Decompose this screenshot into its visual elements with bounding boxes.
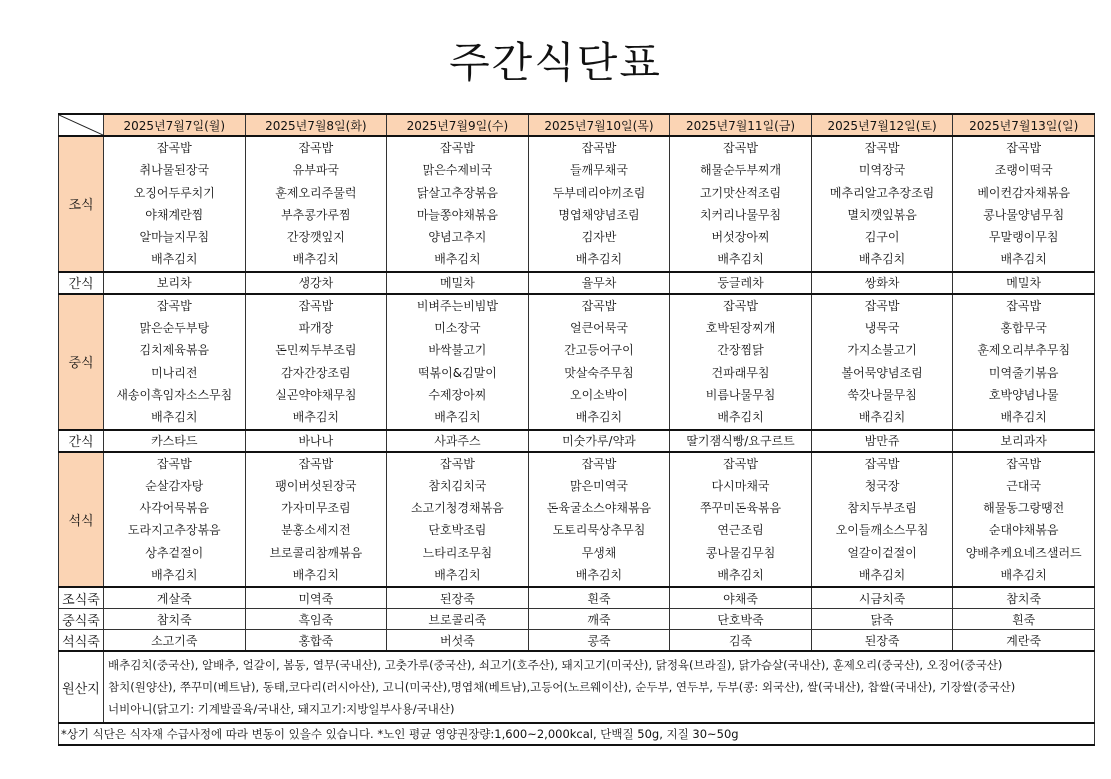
menu-item: 바싹불고기 <box>428 343 487 358</box>
menu-item: 잡곡밥 <box>1006 456 1042 471</box>
menu-item: 볼어묵양념조림 <box>841 365 923 380</box>
menu-item: 베이컨감자채볶음 <box>977 185 1071 200</box>
menu-item: 참치두부조림 <box>847 501 917 516</box>
page-title: 주간식단표 <box>449 38 662 87</box>
porridge-dinner-item: 된장죽 <box>811 630 953 652</box>
menu-item: 맛살숙주무침 <box>564 365 634 380</box>
dinner-cell <box>245 452 387 588</box>
menu-item: 잡곡밥 <box>156 298 192 313</box>
menu-item: 잡곡밥 <box>1006 141 1042 155</box>
porridge-lunch-item: 참치죽 <box>104 609 246 630</box>
menu-item: 양배추케요네즈샐러드 <box>965 545 1082 560</box>
snack2-item: 미숫가루/약과 <box>528 430 670 452</box>
snack1-item: 쌍화차 <box>811 272 953 294</box>
menu-item: 잡곡밥 <box>156 456 192 471</box>
menu-item: 배추김치 <box>575 568 623 583</box>
breakfast-cell <box>387 136 529 272</box>
porridge-dinner-row <box>59 630 1095 652</box>
snack2-item: 밤만쥬 <box>811 430 953 452</box>
menu-item: 콩나물김무침 <box>705 545 776 560</box>
menu-item: 명엽채양념조림 <box>558 207 640 222</box>
menu-item: 조랭이떡국 <box>994 163 1053 178</box>
menu-item: 상추겉절이 <box>145 545 204 560</box>
menu-item: 배추김치 <box>292 568 340 583</box>
menu-item: 치커리나물무침 <box>699 207 782 222</box>
menu-item: 배추김치 <box>858 568 906 583</box>
menu-item: 배추김치 <box>434 410 481 425</box>
menu-item: 잡곡밥 <box>156 141 192 155</box>
menu-item: 간장찜닭 <box>717 343 764 358</box>
menu-item: 맑은순두부탕 <box>139 321 210 336</box>
menu-item: 해물순두부찌개 <box>699 163 782 178</box>
porridge-lunch-row <box>59 609 1095 630</box>
menu-item: 호박양념나물 <box>988 387 1059 402</box>
menu-item: 고기맛산적조림 <box>699 185 782 200</box>
day-header-mon: 2025년7월7일(월) <box>104 114 246 136</box>
menu-item: 맑은수제비국 <box>422 163 493 178</box>
origin-text <box>104 651 1095 723</box>
breakfast-cell <box>245 136 387 272</box>
menu-item: 얼큰어묵국 <box>569 321 628 336</box>
menu-item: 다시마채국 <box>711 478 770 493</box>
menu-item: 연근조림 <box>717 523 764 538</box>
menu-item: 냉묵국 <box>864 321 900 336</box>
menu-item: 해물동그랑땡전 <box>983 501 1065 516</box>
menu-item: 오이들깨소스무침 <box>835 523 929 538</box>
dinner-row <box>59 452 1095 588</box>
menu-item: 맑은미역국 <box>569 478 628 493</box>
porridge-dinner-item: 콩죽 <box>528 630 670 652</box>
menu-item: 취나물된장국 <box>139 163 210 178</box>
origin-label: 원산지 <box>59 651 104 723</box>
porridge-lunch-item: 브로콜리죽 <box>387 609 529 630</box>
menu-item: 순살감자탕 <box>145 478 204 493</box>
menu-item: 얼갈이겉절이 <box>847 545 917 560</box>
porridge-lunch-item: 흰죽 <box>953 609 1095 630</box>
snack2-item: 바나나 <box>245 430 387 452</box>
dinner-cell <box>387 452 529 588</box>
menu-item: 가지소불고기 <box>847 343 917 358</box>
menu-item: 배추김치 <box>717 410 764 425</box>
menu-item: 건파래무침 <box>711 365 770 380</box>
snack1-item: 생강차 <box>245 272 387 294</box>
menu-item: 팽이버섯된장국 <box>275 478 357 493</box>
menu-item: 실곤약야채무침 <box>275 387 357 402</box>
origin-line: 배추김치(중국산), 알배추, 얼갈이, 봄동, 열무(국내산), 고춧가루(중국산), 쇠고기(호주산), 돼지고기(미국산), 닭정육(브라질), 닭가슴살(국내산), 훈제오리(중국산), 오징어(중국산) <box>108 658 1003 673</box>
menu-item: 잡곡밥 <box>581 298 617 313</box>
porridge-lunch-item: 닭죽 <box>811 609 953 630</box>
porridge-lunch-label: 중식죽 <box>59 609 104 630</box>
snack1-item: 둥글레차 <box>670 272 812 294</box>
snack1-item: 율무차 <box>528 272 670 294</box>
menu-item: 잡곡밥 <box>298 141 334 155</box>
menu-item: 훈제오리주물럭 <box>275 185 357 200</box>
menu-item: 배추김치 <box>151 410 198 425</box>
porridge-lunch-item: 깨죽 <box>528 609 670 630</box>
lunch-label: 중식 <box>59 294 104 430</box>
day-header-tue: 2025년7월8일(화) <box>245 114 387 136</box>
porridge-lunch-item: 단호박죽 <box>670 609 812 630</box>
porridge-breakfast-item: 참치죽 <box>953 587 1095 609</box>
breakfast-cell <box>953 136 1095 272</box>
menu-item: 야채계란찜 <box>145 207 204 222</box>
day-header-sat: 2025년7월12일(토) <box>811 114 953 136</box>
menu-item: 파개장 <box>298 321 334 336</box>
snack1-item: 메밀차 <box>387 272 529 294</box>
menu-item: 쭈꾸미돈육볶음 <box>699 501 782 516</box>
menu-item: 양념고추지 <box>428 230 487 245</box>
menu-item: 미역장국 <box>858 163 906 178</box>
lunch-cell <box>245 294 387 430</box>
dinner-cell <box>104 452 246 588</box>
menu-item: 참치김치국 <box>428 478 487 493</box>
menu-item: 들깨무채국 <box>569 163 628 178</box>
porridge-breakfast-item: 된장죽 <box>387 587 529 609</box>
menu-item: 잡곡밥 <box>440 456 475 471</box>
lunch-cell <box>387 294 529 430</box>
day-header-wed: 2025년7월9일(수) <box>387 114 529 136</box>
porridge-breakfast-label: 조식죽 <box>59 587 104 609</box>
menu-item: 도토리묵상추무침 <box>552 523 646 538</box>
porridge-dinner-label: 석식죽 <box>59 630 104 652</box>
menu-item: 잡곡밥 <box>723 456 758 471</box>
menu-item: 잡곡밥 <box>723 298 758 313</box>
dinner-cell <box>670 452 812 588</box>
menu-item: 두부데리야끼조림 <box>552 185 646 200</box>
porridge-breakfast-item: 게살죽 <box>104 587 246 609</box>
menu-item: 가자미무조림 <box>281 501 351 516</box>
porridge-breakfast-item: 시금치죽 <box>811 587 953 609</box>
menu-item: 브로콜리참깨볶음 <box>269 545 363 560</box>
menu-item: 알마늘지무침 <box>139 230 210 245</box>
menu-item: 닭살고추장볶음 <box>416 185 498 200</box>
breakfast-cell <box>104 136 246 272</box>
weekly-menu-table <box>58 113 1095 746</box>
porridge-lunch-item: 흑임죽 <box>245 609 387 630</box>
menu-item: 배추김치 <box>1000 410 1047 425</box>
menu-item: 메추리알고추장조림 <box>829 185 935 200</box>
porridge-breakfast-row <box>59 587 1095 609</box>
menu-item: 홍합무국 <box>1000 321 1047 336</box>
day-header-fri: 2025년7월11일(금) <box>670 114 812 136</box>
menu-item: 잡곡밥 <box>864 298 900 313</box>
lunch-cell <box>670 294 812 430</box>
snack1-label: 간식 <box>59 272 104 294</box>
menu-item: 마늘쫑야채볶음 <box>416 207 498 222</box>
date-header-row <box>59 114 1095 136</box>
menu-item: 쑥갓나물무침 <box>847 387 917 402</box>
menu-item: 배추김치 <box>575 252 623 267</box>
menu-item: 김자반 <box>581 230 617 245</box>
origin-line: 참치(원양산), 쭈꾸미(베트남), 동태,코다리(러시아산), 고니(미국산),명엽채(베트남),고등어(노르웨이산), 순두부, 연두부, 두부(콩: 외국산), 쌀(국내산), 찹쌀(국내산), 기장쌀(중국산) <box>108 680 1016 695</box>
lunch-row <box>59 294 1095 430</box>
menu-item: 배추김치 <box>434 252 481 267</box>
snack1-item: 메밀차 <box>953 272 1095 294</box>
origin-row <box>59 651 1095 723</box>
porridge-dinner-item: 계란죽 <box>953 630 1095 652</box>
snack1-row <box>59 272 1095 294</box>
dinner-label: 석식 <box>59 452 104 588</box>
menu-item: 분홍소세지전 <box>281 523 351 538</box>
menu-item: 오이소박이 <box>569 387 628 402</box>
menu-item: 멸치깻잎볶음 <box>847 207 917 222</box>
footnote: *상기 식단은 식자재 수급사정에 따라 변동이 있을수 있습니다. *노인 평균 영양권장량:1,600~2,000kcal, 단백질 50g, 지질 30~50g <box>59 723 1095 745</box>
menu-item: 잡곡밥 <box>298 456 334 471</box>
menu-item: 배추김치 <box>292 252 340 267</box>
menu-item: 청국장 <box>864 478 900 493</box>
menu-item: 부추콩가루찜 <box>281 207 351 222</box>
lunch-cell <box>104 294 246 430</box>
menu-item: 무말랭이무침 <box>988 230 1059 245</box>
menu-item: 간고등어구이 <box>564 343 634 358</box>
day-header-thu: 2025년7월10일(목) <box>528 114 670 136</box>
menu-item: 배추김치 <box>1000 252 1047 267</box>
porridge-dinner-item: 김죽 <box>670 630 812 652</box>
menu-item: 배추김치 <box>151 252 198 267</box>
menu-item: 배추김치 <box>717 252 764 267</box>
menu-item: 비름나물무침 <box>705 387 776 402</box>
menu-item: 새송이흑임자소스무침 <box>116 387 233 402</box>
snack2-item: 사과주스 <box>387 430 529 452</box>
note-row <box>59 723 1095 745</box>
menu-item: 잡곡밥 <box>723 141 758 155</box>
menu-item: 미나리전 <box>151 365 198 380</box>
lunch-cell <box>953 294 1095 430</box>
menu-item: 도라지고추장볶음 <box>127 523 221 538</box>
breakfast-cell <box>811 136 953 272</box>
porridge-dinner-item: 버섯죽 <box>387 630 529 652</box>
menu-item: 배추김치 <box>1000 568 1047 583</box>
menu-item: 미소장국 <box>434 321 481 336</box>
breakfast-cell <box>528 136 670 272</box>
menu-item: 사각어묵볶음 <box>139 501 210 516</box>
snack2-row <box>59 430 1095 452</box>
menu-item: 소고기청경채볶음 <box>411 501 504 516</box>
day-header-sun: 2025년7월13일(일) <box>953 114 1095 136</box>
lunch-cell <box>528 294 670 430</box>
breakfast-cell <box>670 136 812 272</box>
dinner-cell <box>528 452 670 588</box>
menu-item: 돈육굴소스야채볶음 <box>546 501 652 516</box>
menu-item: 수제장아찌 <box>428 387 487 402</box>
menu-item: 떡볶이&김말이 <box>417 365 497 380</box>
menu-item: 간장깻잎지 <box>286 230 345 245</box>
menu-item: 느타리조무침 <box>422 545 493 560</box>
menu-item: 비벼주는비빔밥 <box>416 298 498 313</box>
snack2-item: 딸기잼식빵/요구르트 <box>670 430 812 452</box>
corner-diagonal-cell <box>59 114 104 136</box>
menu-item: 배추김치 <box>575 410 623 425</box>
snack2-item: 카스타드 <box>104 430 246 452</box>
menu-item: 훈제오리부추무침 <box>977 343 1071 358</box>
menu-item: 잡곡밥 <box>864 141 900 155</box>
breakfast-label: 조식 <box>59 136 104 272</box>
menu-item: 호박된장찌개 <box>705 321 776 336</box>
menu-item: 잡곡밥 <box>298 298 334 313</box>
menu-item: 배추김치 <box>434 568 481 583</box>
menu-item: 배추김치 <box>858 252 906 267</box>
menu-item: 근대국 <box>1006 478 1042 493</box>
dinner-cell <box>811 452 953 588</box>
origin-line: 너비아니(닭고기: 기계발골육/국내산, 돼지고기:지방일부사용/국내산) <box>108 702 455 717</box>
menu-item: 순대야채볶음 <box>988 523 1059 538</box>
lunch-cell <box>811 294 953 430</box>
menu-item: 배추김치 <box>717 568 764 583</box>
snack1-item: 보리차 <box>104 272 246 294</box>
menu-item: 배추김치 <box>858 410 906 425</box>
menu-item: 감자간장조림 <box>281 365 351 380</box>
menu-item: 잡곡밥 <box>440 141 475 155</box>
menu-item: 미역줄기볶음 <box>988 365 1059 380</box>
menu-item: 유부파국 <box>292 163 340 178</box>
menu-item: 김치제육볶음 <box>139 343 210 358</box>
menu-item: 배추김치 <box>151 568 198 583</box>
menu-item: 잡곡밥 <box>581 456 617 471</box>
menu-item: 잡곡밥 <box>1006 298 1042 313</box>
menu-item: 배추김치 <box>292 410 340 425</box>
snack2-label: 간식 <box>59 430 104 452</box>
breakfast-row <box>59 136 1095 272</box>
dinner-cell <box>953 452 1095 588</box>
menu-item: 김구이 <box>864 230 900 245</box>
menu-item: 버섯장아찌 <box>711 230 770 245</box>
menu-item: 콩나물양념무침 <box>983 207 1065 222</box>
menu-item: 잡곡밥 <box>581 141 617 155</box>
menu-item: 단호박조림 <box>428 523 487 538</box>
snack2-item: 보리과자 <box>953 430 1095 452</box>
porridge-dinner-item: 소고기죽 <box>104 630 246 652</box>
porridge-breakfast-item: 흰죽 <box>528 587 670 609</box>
menu-item: 무생채 <box>581 545 617 560</box>
menu-item: 잡곡밥 <box>864 456 900 471</box>
porridge-dinner-item: 홍합죽 <box>245 630 387 652</box>
menu-item: 오징어두루치기 <box>133 185 215 200</box>
menu-item: 돈민찌두부조림 <box>275 343 357 358</box>
porridge-breakfast-item: 야채죽 <box>670 587 812 609</box>
porridge-breakfast-item: 미역죽 <box>245 587 387 609</box>
